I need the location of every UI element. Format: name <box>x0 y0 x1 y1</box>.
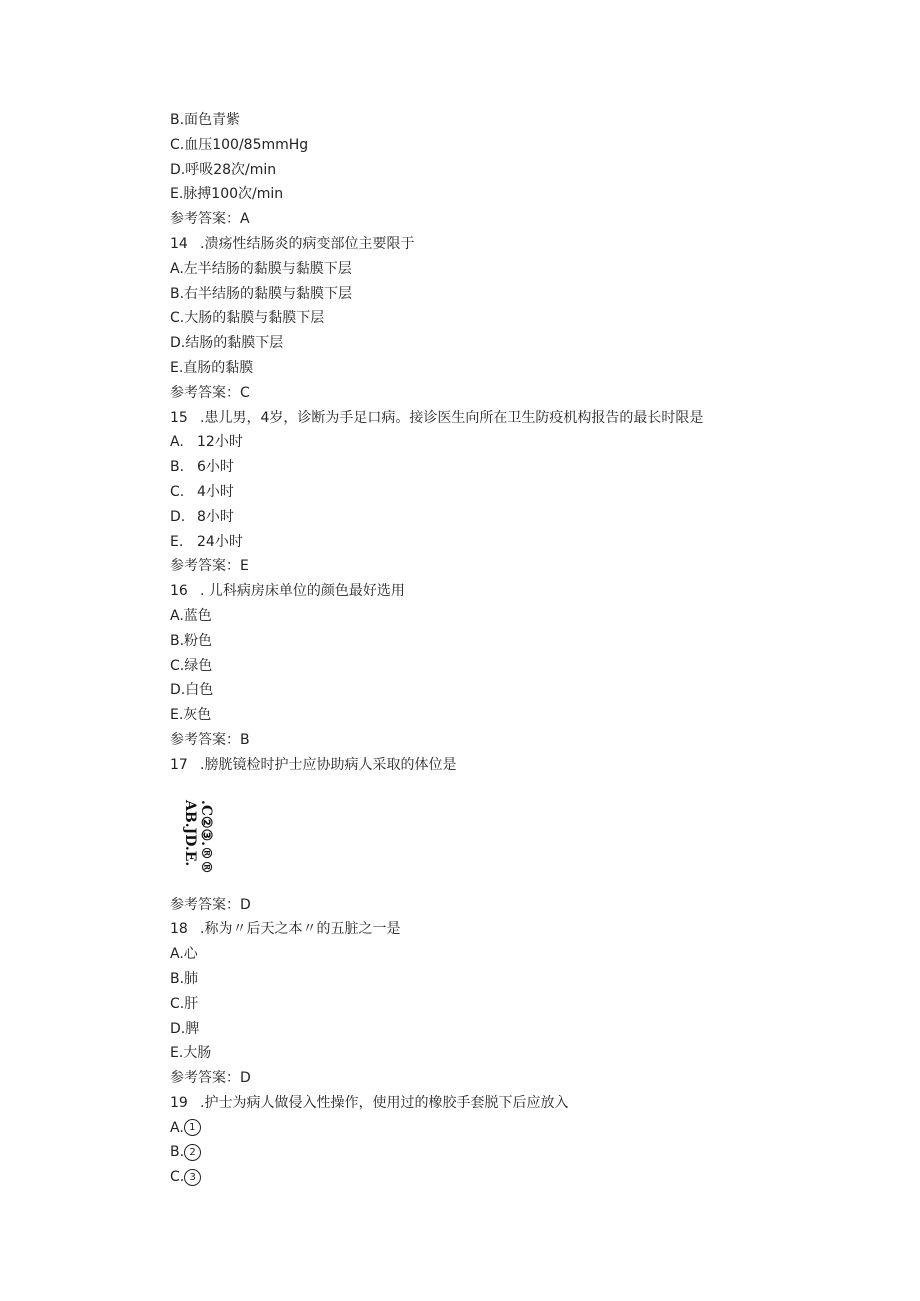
question-16 <box>170 579 890 604</box>
option-line <box>170 430 890 455</box>
option-line: B.面色青紫 <box>170 112 241 128</box>
option-line: C.肝 <box>170 995 199 1012</box>
answer-line: 参考答案：A <box>170 211 250 228</box>
option-line <box>170 505 890 530</box>
option-line: B.肺 <box>170 970 199 987</box>
option-line: D.脾 <box>170 1020 200 1037</box>
question-text: .称为〃后天之本〃的五脏之一是 <box>200 921 401 938</box>
option-line: A.左半结肠的黏膜与黏膜下层 <box>170 260 352 277</box>
question-number: 19 <box>170 1094 188 1111</box>
rotated-options-block <box>170 778 890 893</box>
rotated-line: .C②③.®® <box>198 799 214 874</box>
option-line: A.蓝色 <box>170 607 212 624</box>
option-line: C.血压100/85mmHg <box>170 136 309 153</box>
circled-number: 1 <box>184 1119 201 1136</box>
circled-number: 3 <box>184 1169 201 1186</box>
option-label: C. <box>170 1169 185 1186</box>
circled-number: 2 <box>184 1144 201 1161</box>
question-19 <box>170 1091 890 1116</box>
answer-line: 参考答案：D <box>170 1070 251 1087</box>
option-line <box>170 1116 890 1141</box>
question-14 <box>170 232 890 257</box>
question-15 <box>170 406 890 431</box>
question-number: 16 <box>170 583 188 600</box>
question-number: 14 <box>170 235 188 252</box>
option-label: A. <box>170 434 184 451</box>
question-number: 15 <box>170 409 188 426</box>
option-label: D. <box>170 508 186 525</box>
option-line <box>170 530 890 555</box>
option-line <box>170 480 890 505</box>
option-line: B.右半结肠的黏膜与黏膜下层 <box>170 285 353 302</box>
option-line: C.绿色 <box>170 657 213 674</box>
option-text: 4小时 <box>197 483 234 500</box>
question-text: .膀胱镜检时护士应协助病人采取的体位是 <box>200 756 457 773</box>
option-line: A.心 <box>170 946 198 963</box>
answer-line: 参考答案：B <box>170 731 250 748</box>
question-text: .护士为病人做侵入性操作，使用过的橡胶手套脱下后应放入 <box>200 1094 569 1111</box>
option-text: 12小时 <box>197 434 243 451</box>
rotated-options-text <box>182 800 214 874</box>
question-number: 18 <box>170 921 188 938</box>
option-line <box>170 455 890 480</box>
option-line <box>170 1140 890 1165</box>
answer-line: 参考答案：D <box>170 896 251 913</box>
option-text: 8小时 <box>197 508 234 525</box>
option-line: D.白色 <box>170 682 214 699</box>
question-text: .患儿男，4岁，诊断为手足口病。接诊医生向所在卫生防疫机构报告的最长时限是 <box>200 409 704 426</box>
answer-line: 参考答案：E <box>170 558 249 575</box>
option-line: B.粉色 <box>170 632 213 649</box>
option-text: 24小时 <box>197 533 243 550</box>
option-line: E.灰色 <box>170 707 212 724</box>
option-line: C.大肠的黏膜与黏膜下层 <box>170 310 325 327</box>
option-label: E. <box>170 533 184 550</box>
option-label: C. <box>170 483 185 500</box>
option-line: D.结肠的黏膜下层 <box>170 335 284 352</box>
option-label: A. <box>170 1119 184 1136</box>
rotated-line: AB.JD.E. <box>182 799 198 866</box>
question-number: 17 <box>170 756 188 773</box>
option-label: B. <box>170 459 185 476</box>
option-line: E.大肠 <box>170 1045 212 1062</box>
option-line: D.呼吸28次/min <box>170 161 277 178</box>
document-body <box>170 108 890 1190</box>
option-text: 6小时 <box>197 459 234 476</box>
option-line: E.脉搏100次/min <box>170 186 284 203</box>
option-line <box>170 1165 890 1190</box>
answer-line: 参考答案：C <box>170 384 250 401</box>
question-text: .溃疡性结肠炎的病变部位主要限于 <box>200 235 415 252</box>
question-17 <box>170 753 890 778</box>
option-line: E.直肠的黏膜 <box>170 359 254 376</box>
question-18 <box>170 917 890 942</box>
question-text: . 儿科病房床单位的颜色最好选用 <box>200 583 405 600</box>
option-label: B. <box>170 1144 185 1161</box>
